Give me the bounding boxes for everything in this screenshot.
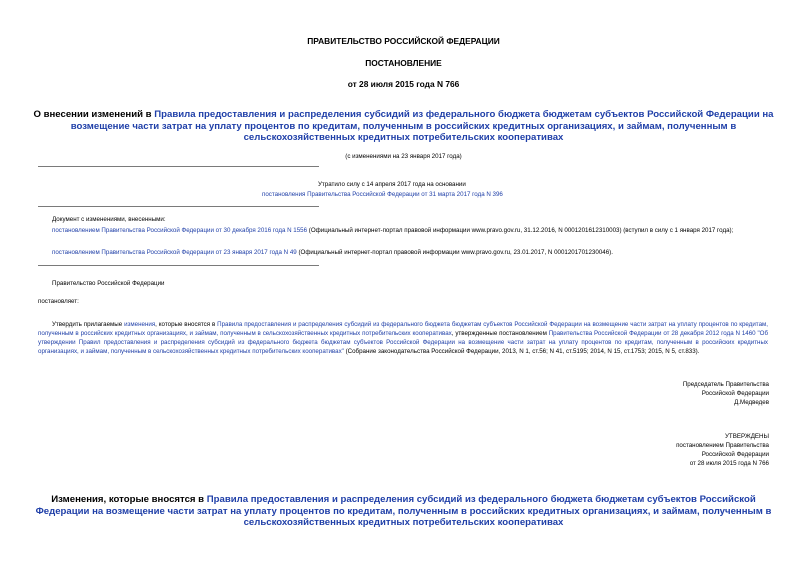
expired-note: Утратило силу с 14 апреля 2017 года на основании [318, 181, 466, 188]
signature-title: Председатель Правительства [682, 381, 769, 388]
title-prefix: О внесении изменений в [33, 109, 155, 120]
resolution-paragraph [38, 320, 768, 356]
changes-link[interactable]: изменения [124, 321, 156, 328]
document-type-heading: ПОСТАНОВЛЕНИЕ [365, 58, 442, 68]
date-number-heading: от 28 июля 2015 года N 766 [347, 79, 460, 89]
title-rules-link[interactable]: Правила предоставления и распределения субсидий из федерального бюджета бюджетам субъектов Российской Федерации на возмещение части затрат на уплату процентов по кредитам, полученным в российских кредитных организациях, и займам, полученным в сельскохозяйственных кредитных потребительских кооперативах [70, 109, 774, 143]
approval-date: от 28 июля 2015 года N 766 [689, 460, 769, 467]
approval-line-2: постановлением Правительства [676, 442, 769, 449]
approval-heading: УТВЕРЖДЕНЫ [725, 433, 769, 440]
amended-note: (с изменениями на 23 января 2017 года) [345, 153, 462, 160]
rules-link[interactable]: Правила предоставления и распределения субсидий из федерального бюджета бюджетам субъектов Российской Федерации на возмещение части затрат на уплату процентов по кредитам, полученным в российских кредитных организациях, и займам, полученным в сельскохозяйственных кредитных потребительских кооперативах [38, 321, 768, 337]
change-item-2 [52, 248, 768, 257]
paragraph-mid-1: , которые вносятся в [155, 321, 218, 328]
changes-intro: Документ с изменениями, внесенными: [52, 216, 166, 223]
changes-title [30, 494, 777, 529]
paragraph-end: (Собрание законодательства Российской Федерации, 2013, N 1, ст.56; N 41, ст.5195; 2014, N 15, ст.1753; 2015, N 5, ст.833). [343, 348, 700, 355]
signature-name: Д.Медведев [734, 399, 769, 406]
government-line: Правительство Российской Федерации [52, 280, 165, 287]
document-title [30, 109, 777, 144]
expired-basis-link[interactable]: постановления Правительства Российской Федерации от 31 марта 2017 года N 396 [262, 191, 503, 198]
change-1-text: (Официальный интернет-портал правовой информации www.pravo.gov.ru, 31.12.2016, N 0001201612310003) (вступил в силу с 1 января 2017 года); [307, 227, 734, 234]
changes-title-prefix: Изменения, которые вносятся в [51, 494, 207, 505]
paragraph-mid-2: , утвержденные постановлением [451, 330, 549, 337]
paragraph-start: Утвердить прилагаемые [52, 321, 125, 328]
divider [38, 206, 319, 207]
approval-line-3: Российской Федерации [701, 451, 769, 458]
signature-country: Российской Федерации [701, 390, 769, 397]
signature-block [683, 380, 769, 407]
divider [38, 166, 319, 167]
resolution-1460-link[interactable]: Правительства Российской Федерации от 28 декабря 2012 года N 1460 "Об утверждении Правил предоставления и распределения субсидий из федерального бюджета бюджетам субъектов Российской Федерации на возмещение части затрат на уплату процентов по кредитам, полученным в российских кредитных организациях, и займам, полученным в сельскохозяйственных кредитных потребительских кооперативах" [38, 330, 769, 355]
divider [38, 265, 319, 266]
change-2-link[interactable]: постановлением Правительства Российской Федерации от 23 января 2017 года N 49 [52, 249, 297, 256]
change-1-link[interactable]: постановлением Правительства Российской Федерации от 30 декабря 2016 года N 1556 [52, 227, 308, 234]
approval-block [676, 432, 769, 468]
change-item-1 [38, 226, 768, 235]
changes-title-link[interactable]: Правила предоставления и распределения субсидий из федерального бюджета бюджетам субъектов Российской Федерации на возмещение части затрат на уплату процентов по кредитам, полученным в российских кредитных организациях, и займам, полученным в сельскохозяйственных кредитных потребительских кооперативах [35, 494, 772, 528]
decides-line: постановляет: [38, 298, 79, 305]
government-heading: ПРАВИТЕЛЬСТВО РОССИЙСКОЙ ФЕДЕРАЦИИ [307, 36, 500, 46]
change-2-text: (Официальный интернет-портал правовой информации www.pravo.gov.ru, 23.01.2017, N 0001201701230046). [296, 249, 613, 256]
